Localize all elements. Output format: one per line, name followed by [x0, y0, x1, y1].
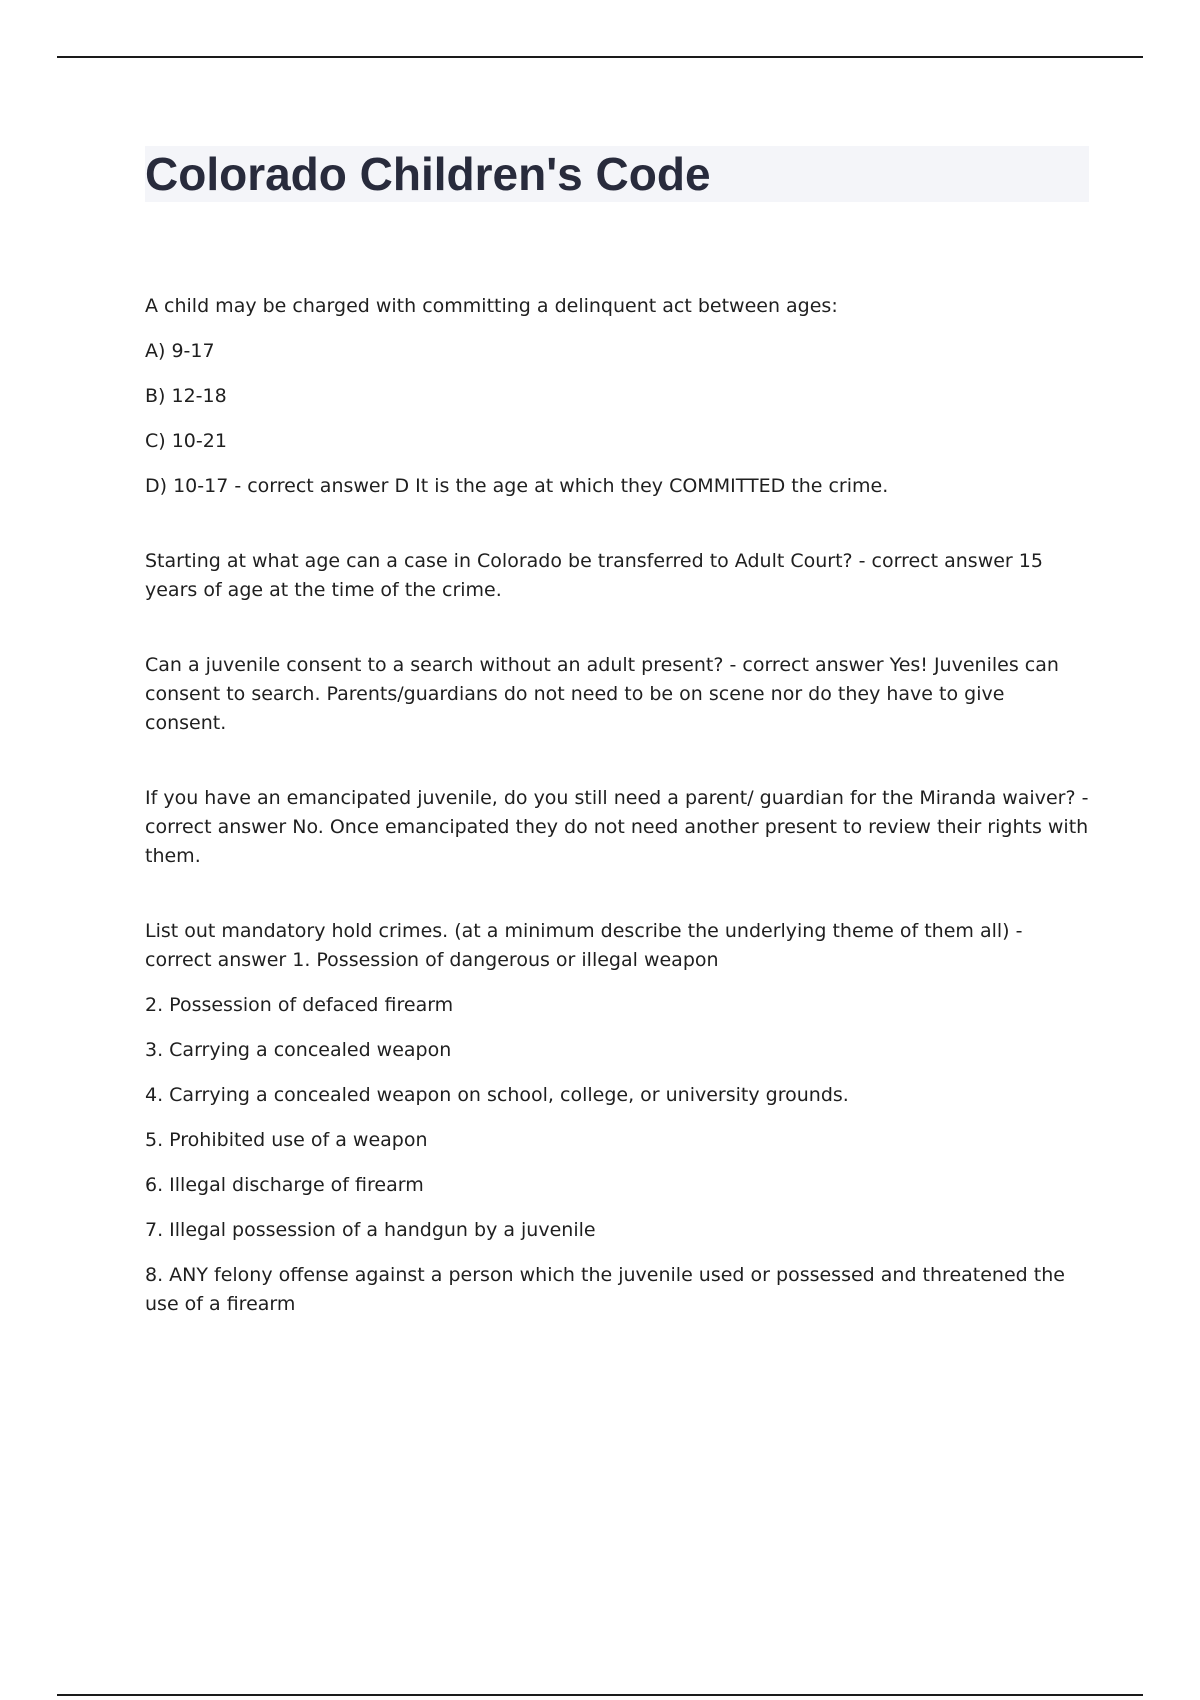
document-body [145, 292, 1090, 1335]
list-item: 8. ANY felony offense against a person which the juvenile used or possessed and threatened the use of a firearm [145, 1264, 1065, 1315]
list-item: 2. Possession of defaced firearm [145, 994, 454, 1016]
document-title: Colorado Children's Code [145, 148, 711, 200]
answer-option-b: B) 12-18 [145, 385, 227, 407]
top-rule [57, 56, 1143, 58]
question-block-2 [145, 547, 1090, 605]
list-item: 5. Prohibited use of a weapon [145, 1129, 428, 1151]
question-text: A child may be charged with committing a delinquent act between ages: [145, 295, 838, 317]
question-text: If you have an emancipated juvenile, do you still need a parent/ guardian for the Miranda waiver? - correct answer No. Once emancipated they do not need another present to review their rights with them. [145, 787, 1089, 867]
question-block-3 [145, 651, 1090, 738]
list-item: 3. Carrying a concealed weapon [145, 1039, 452, 1061]
question-text: Can a juvenile consent to a search without an adult present? - correct answer Yes! Juveniles can consent to search. Parents/guardians do not need to be on scene nor do they have to give consent. [145, 654, 1059, 734]
question-text: Starting at what age can a case in Colorado be transferred to Adult Court? - correct answer 15 years of age at the time of the crime. [145, 550, 1043, 601]
bottom-rule [57, 1694, 1143, 1696]
list-item: 4. Carrying a concealed weapon on school, college, or university grounds. [145, 1084, 849, 1106]
answer-option-c: C) 10-21 [145, 430, 227, 452]
question-block-4 [145, 784, 1090, 871]
list-item: 6. Illegal discharge of firearm [145, 1174, 424, 1196]
answer-option-a: A) 9-17 [145, 340, 215, 362]
answer-option-d: D) 10-17 - correct answer D It is the age at which they COMMITTED the crime. [145, 475, 889, 497]
question-block-5 [145, 917, 1090, 1319]
list-item: 7. Illegal possession of a handgun by a juvenile [145, 1219, 596, 1241]
question-block-1 [145, 292, 1090, 501]
question-text: List out mandatory hold crimes. (at a minimum describe the underlying theme of them all) - correct answer 1. Possession of dangerous or illegal weapon [145, 920, 1023, 971]
